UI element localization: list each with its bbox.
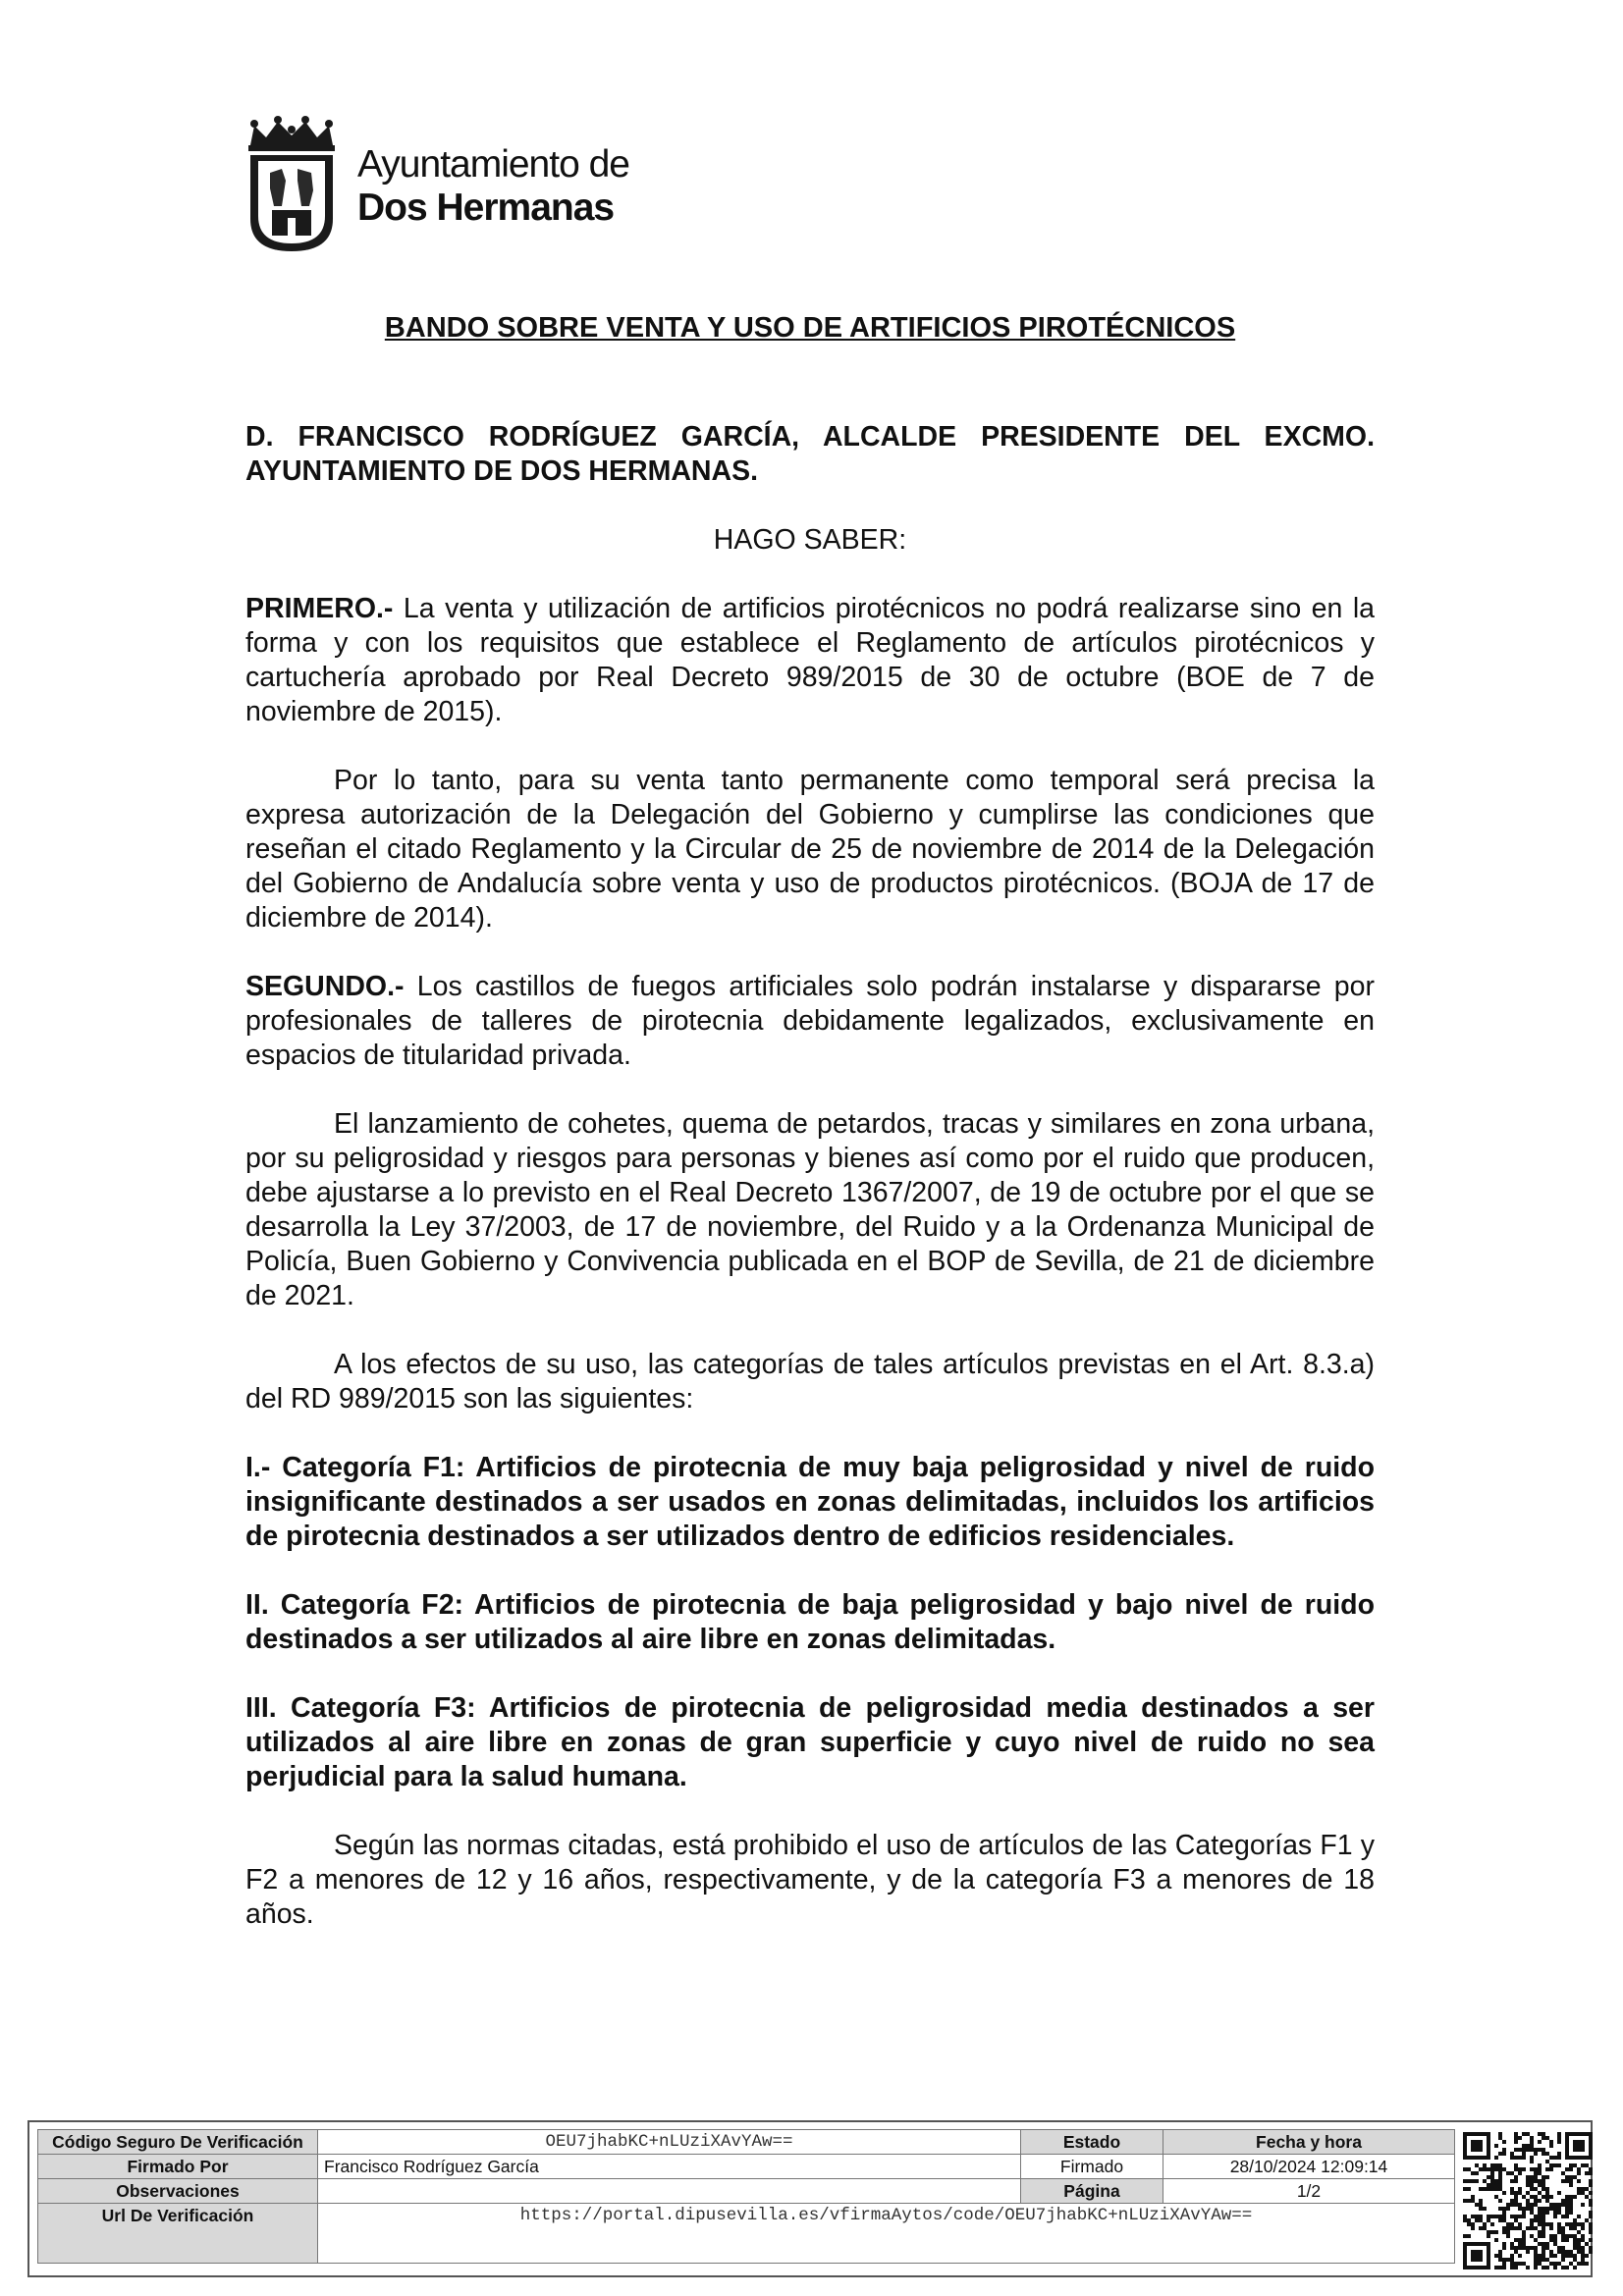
paragraph-lanzamiento: El lanzamiento de cohetes, quema de petardos, tracas y similares en zona urbana, por su peligrosidad y riesgos para personas y bienes así como por el ruido que producen, debe ajustarse a lo previsto en el Real Decreto 1367/2007, de 19 de octubre por el que se desarrolla la Ley 37/2003, de 17 de noviembre, del Ruido y a la Ordenanza Municipal de Policía, Buen Gobierno y Convivencia publicada en el BOP de Sevilla, de 21 de diciembre de 2021.: [245, 1108, 1375, 1311]
letterhead: [243, 116, 675, 253]
document-title: BANDO SOBRE VENTA Y USO DE ARTIFICIOS PIROTÉCNICOS: [384, 312, 1236, 344]
observaciones-value: [318, 2179, 1021, 2204]
firmado-por-label: Firmado Por: [38, 2155, 318, 2179]
signature-table: [37, 2129, 1455, 2264]
fecha-value: 28/10/2024 12:09:14: [1163, 2155, 1455, 2179]
table-row: [38, 2130, 1455, 2155]
paragraph-primero: [245, 592, 1375, 729]
segundo-label: SEGUNDO.-: [245, 971, 405, 1002]
pagina-label: Página: [1021, 2179, 1163, 2204]
firmado-por-value: Francisco Rodríguez García: [318, 2155, 1021, 2179]
segundo-text: Los castillos de fuegos artificiales solo podrán instalarse y dispararse por profesionales de talleres de pirotecnia debidamente legalizados, exclusivamente en espacios de titularidad privada.: [245, 971, 1375, 1071]
table-row: [38, 2179, 1455, 2204]
table-row: [38, 2204, 1455, 2264]
estado-label: Estado: [1021, 2130, 1163, 2155]
hago-saber: HAGO SABER:: [713, 524, 907, 556]
primero-text: La venta y utilización de artificios pirotécnicos no podrá realizarse sino en la forma y con los requisitos que establece el Reglamento de artículos pirotécnicos y cartuchería aprobado por Real Decreto 989/2015 de 30 de octubre (BOE de 7 de noviembre de 2015).: [245, 593, 1375, 727]
paragraph-segun: Según las normas citadas, está prohibido el uso de artículos de las Categorías F1 y F2 a menores de 12 y 16 años, respectivamente, y de la categoría F3 a menores de 18 años.: [245, 1830, 1375, 1930]
pagina-value: 1/2: [1163, 2179, 1455, 2204]
organization-name: [357, 143, 629, 229]
paragraph-por-lo-tanto: Por lo tanto, para su venta tanto permanente como temporal será precisa la expresa autorización de la Delegación del Gobierno y cumplirse las condiciones que reseñan el citado Reglamento y la Circular de 25 de noviembre de 2014 de la Delegación del Gobierno de Andalucía sobre venta y uso de productos pirotécnicos. (BOJA de 17 de diciembre de 2014).: [245, 765, 1375, 934]
url-value[interactable]: https://portal.dipusevilla.es/vfirmaAytos/code/OEU7jhabKC+nLUziXAvYAw==: [318, 2204, 1455, 2264]
observaciones-label: Observaciones: [38, 2179, 318, 2204]
csv-label: Código Seguro De Verificación: [38, 2130, 318, 2155]
fecha-label: Fecha y hora: [1163, 2130, 1455, 2155]
paragraph-efectos: A los efectos de su uso, las categorías de tales artículos previstas en el Art. 8.3.a) del RD 989/2015 son las siguientes:: [245, 1349, 1375, 1415]
document-body: [245, 420, 1375, 1966]
qr-code-icon: [1463, 2132, 1593, 2269]
category-f2: II. Categoría F2: Artificios de pirotecnia de baja peligrosidad y bajo nivel de ruido destinados a ser utilizados al aire libre en zonas delimitadas.: [245, 1589, 1375, 1655]
category-f1: I.- Categoría F1: Artificios de pirotecnia de muy baja peligrosidad y nivel de ruido insignificante destinados a ser usados en zonas delimitadas, incluidos los artificios de pirotecnia destinados a ser utilizados dentro de edificios residenciales.: [245, 1452, 1375, 1552]
org-line-1: Ayuntamiento de: [357, 143, 629, 186]
org-line-2: Dos Hermanas: [357, 186, 615, 229]
paragraph-segundo: [245, 970, 1375, 1073]
mayor-heading: D. FRANCISCO RODRÍGUEZ GARCÍA, ALCALDE PRESIDENTE DEL EXCMO. AYUNTAMIENTO DE DOS HERMANAS.: [245, 421, 1375, 487]
category-f3: III. Categoría F3: Artificios de pirotecnia de peligrosidad media destinados a ser utilizados al aire libre en zonas de gran superficie y cuyo nivel de ruido no sea perjudicial para la salud humana.: [245, 1692, 1375, 1792]
url-label: Url De Verificación: [38, 2204, 318, 2264]
signature-box: [27, 2120, 1593, 2277]
table-row: [38, 2155, 1455, 2179]
estado-value: Firmado: [1021, 2155, 1163, 2179]
primero-label: PRIMERO.-: [245, 593, 394, 624]
coat-of-arms-icon: [243, 116, 341, 253]
csv-value: OEU7jhabKC+nLUziXAvYAw==: [318, 2130, 1021, 2155]
